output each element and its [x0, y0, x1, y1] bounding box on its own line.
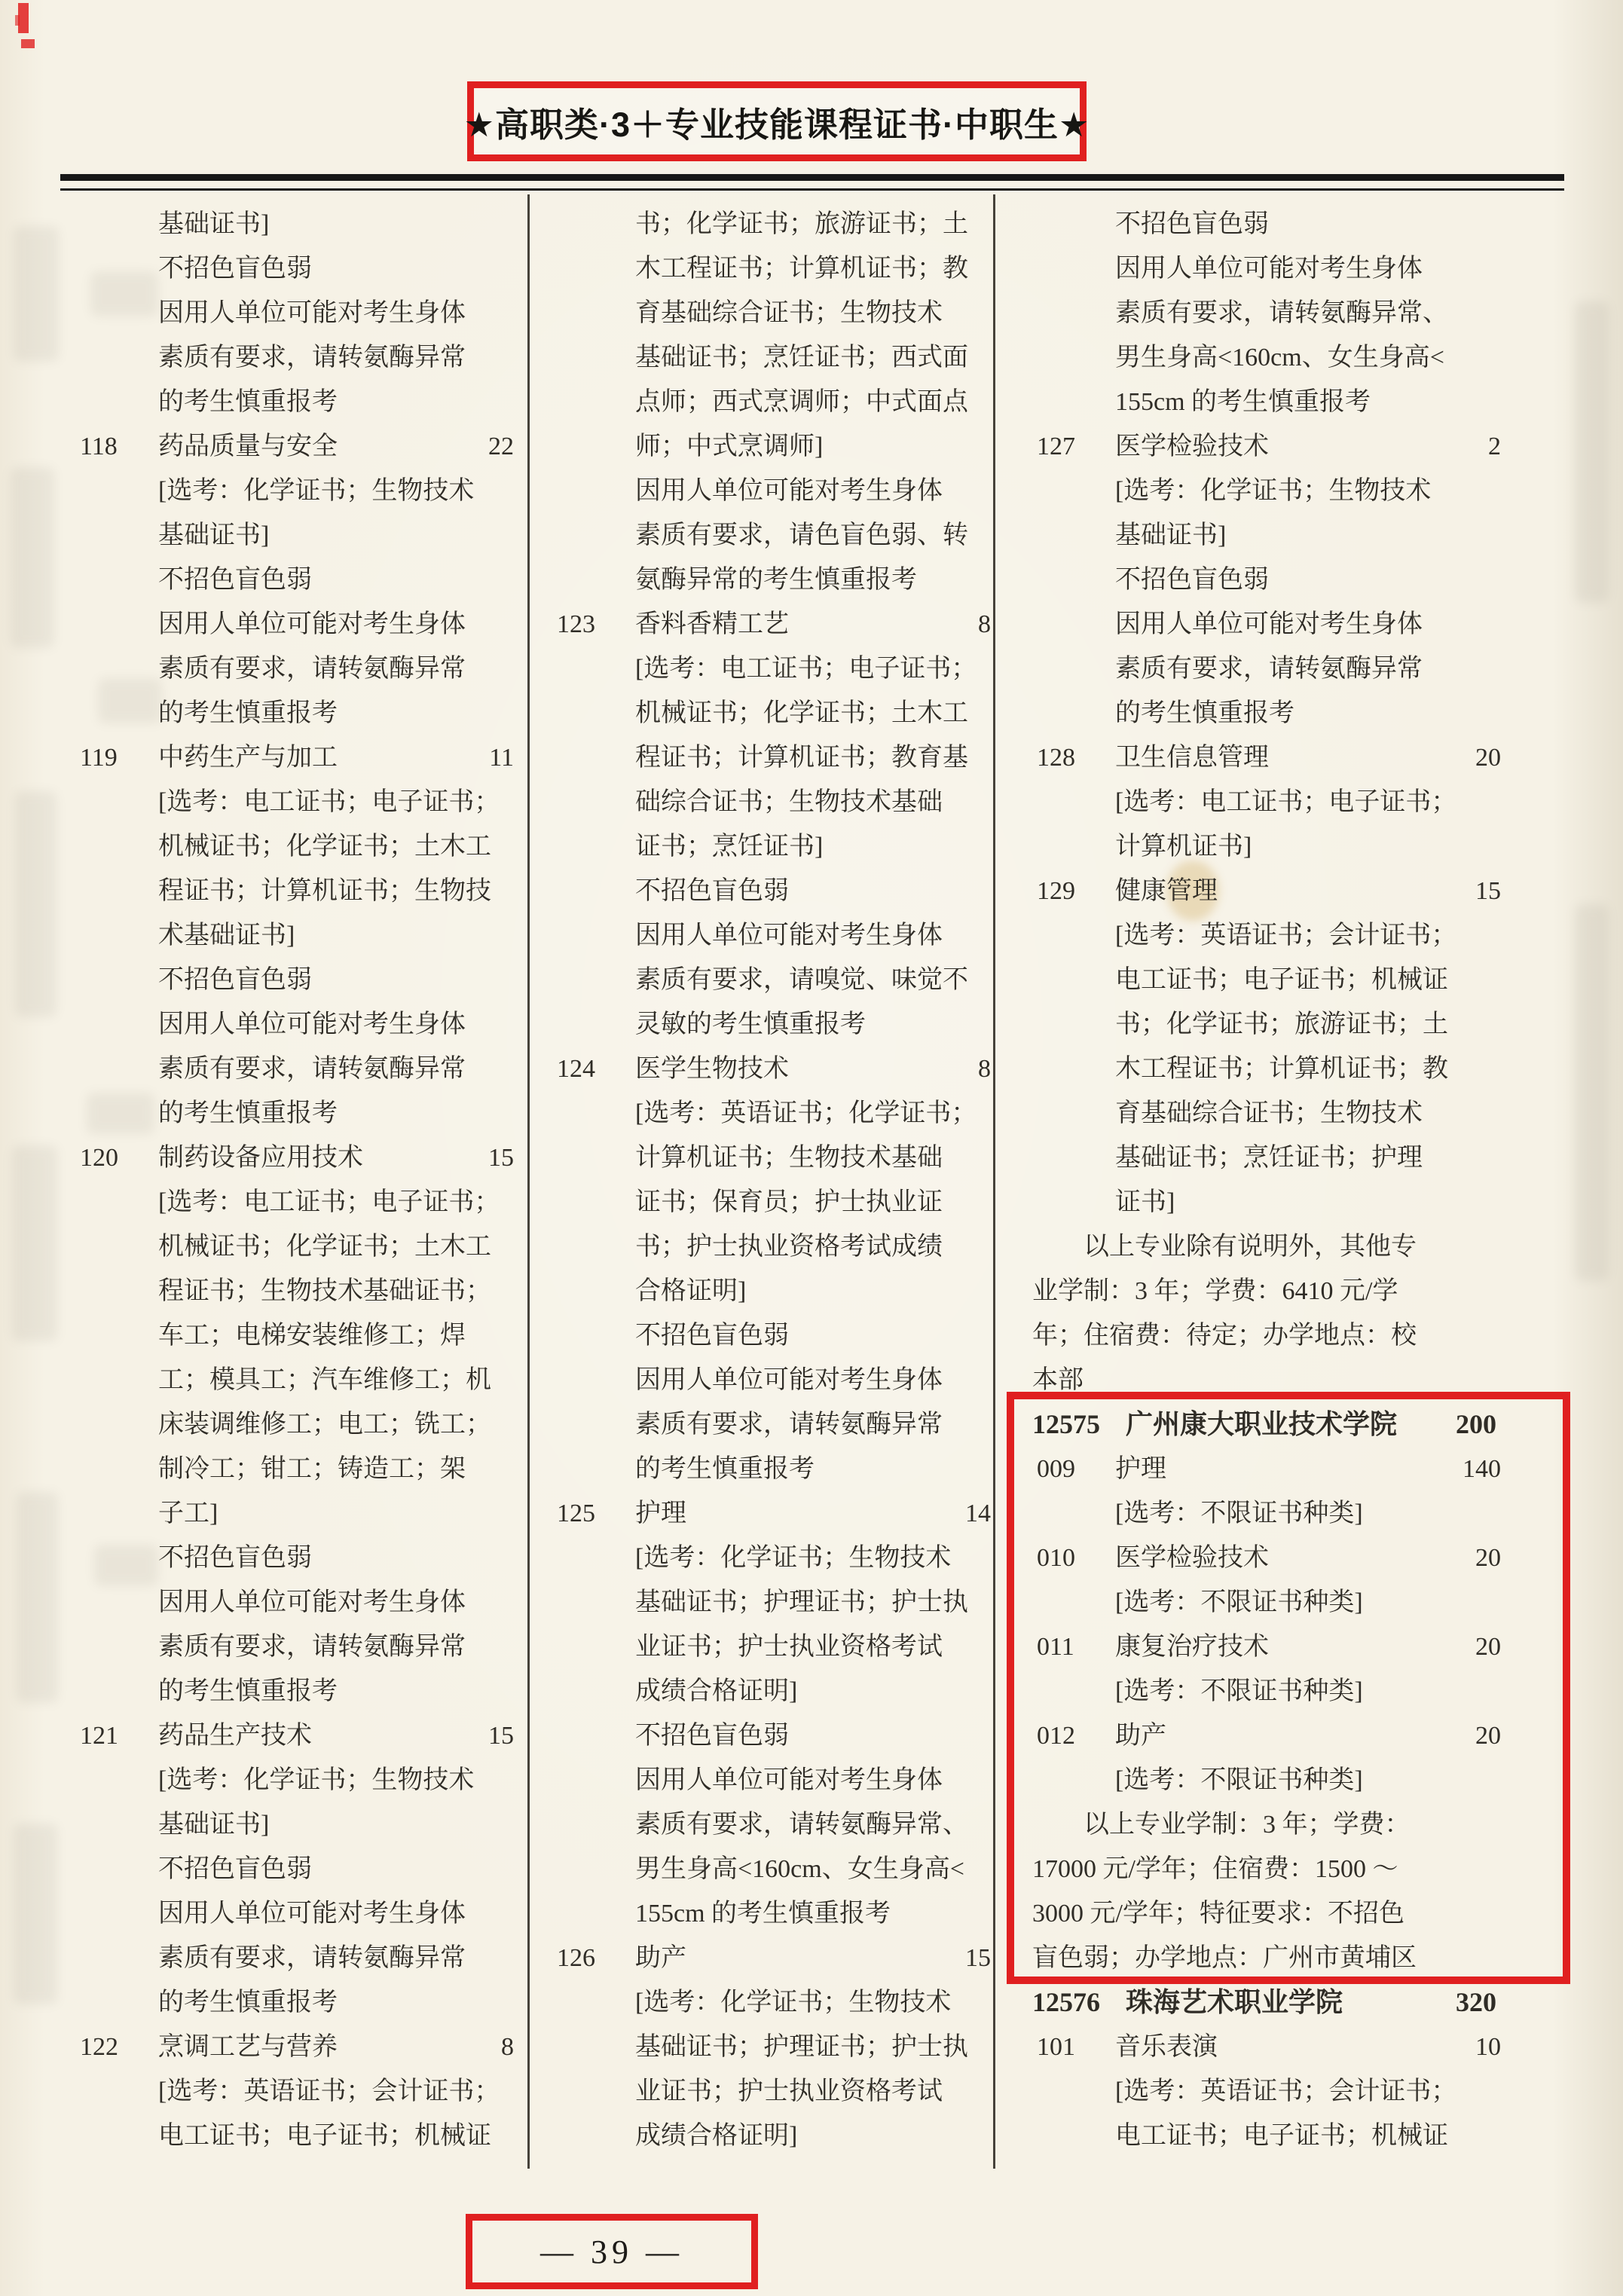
text-line: 氨酶异常的考生慎重报考: [635, 566, 917, 594]
row-title: 助产: [1115, 1722, 1166, 1750]
text-line: 男生身高<160cm、女生身高<: [635, 1855, 964, 1883]
row-title: 卫生信息管理: [1115, 744, 1269, 772]
text-line: 155cm 的考生慎重报考: [1115, 388, 1371, 416]
row-count: 14: [965, 1500, 991, 1527]
text-line: 育基础综合证书；生物技术: [635, 299, 943, 327]
row-code: 119: [80, 744, 118, 772]
text-line: 合格证明]: [635, 1277, 747, 1305]
bleedthrough-artifact: [1575, 904, 1609, 1281]
text-line: 程证书；计算机证书；教育基: [635, 744, 968, 772]
text-line: 以上专业学制：3 年；学费：: [1084, 1811, 1411, 1839]
row-count: 10: [1475, 2033, 1501, 2061]
header-banner-box: [463, 81, 1090, 161]
text-line: 书；化学证书；旅游证书；土: [1115, 1010, 1448, 1038]
institution-row: [1032, 1402, 1514, 1447]
text-line: 制冷工；钳工；铸造工；架: [158, 1455, 466, 1483]
text-line: [选考：不限证书种类]: [1115, 1677, 1363, 1705]
row-title: 医学检验技术: [1115, 433, 1269, 460]
text-line: 成绩合格证明]: [635, 1677, 798, 1705]
row-code: 010: [1037, 1544, 1075, 1572]
header-rule-thin: [60, 188, 1564, 191]
row-count: 8: [978, 1055, 991, 1083]
text-line: 育基础综合证书；生物技术: [1115, 1099, 1423, 1127]
text-line: 素质有要求，请转氨酶异常: [158, 1055, 466, 1083]
text-line: 基础证书]: [1115, 521, 1227, 549]
text-line: 本部: [1032, 1366, 1084, 1394]
text-column-2: [552, 202, 1004, 2158]
header-rule-thick: [60, 174, 1564, 181]
text-line: 电工证书；电子证书；机械证: [1115, 966, 1448, 994]
row-title: 护理: [635, 1500, 686, 1527]
text-line: [选考：化学证书；生物技术: [158, 1766, 475, 1794]
row-count: 15: [1475, 877, 1501, 905]
text-line: 木工程证书；计算机证书；教: [635, 255, 968, 283]
text-line: 业证书；护士执业资格考试: [635, 1633, 943, 1661]
program-row: [75, 2025, 527, 2069]
row-code: 122: [80, 2033, 118, 2061]
row-code: 012: [1037, 1722, 1075, 1750]
institution-row: [1032, 1980, 1514, 2025]
program-row: [552, 1491, 1004, 1536]
text-line: 电工证书；电子证书；机械证: [158, 2122, 491, 2150]
text-line: 成绩合格证明]: [635, 2122, 798, 2150]
text-line: [选考：不限证书种类]: [1115, 1500, 1363, 1527]
row-count: 20: [1475, 744, 1501, 772]
text-line: [选考：化学证书；生物技术: [1115, 477, 1432, 505]
text-line: 的考生慎重报考: [158, 1099, 338, 1127]
row-count: 11: [489, 744, 514, 772]
text-line: 155cm 的考生慎重报考: [635, 1900, 891, 1928]
text-line: 基础证书]: [158, 521, 270, 549]
program-row: [552, 1936, 1004, 1980]
row-code: 121: [80, 1722, 118, 1750]
text-line: 基础证书；烹饪证书；护理: [1115, 1144, 1423, 1172]
text-line: 电工证书；电子证书；机械证: [1115, 2122, 1448, 2150]
text-line: 不招色盲色弱: [635, 1722, 789, 1750]
text-line: 因用人单位可能对考生身体: [158, 1900, 466, 1928]
row-title: 珠海艺术职业学院: [1126, 1987, 1343, 2017]
text-line: 不招色盲色弱: [1115, 210, 1269, 238]
text-line: [选考：化学证书；生物技术: [635, 1989, 952, 2016]
row-title: 广州康大职业技术学院: [1126, 1409, 1398, 1439]
row-code: 123: [557, 610, 595, 638]
text-line: 机械证书；化学证书；土木工: [158, 1233, 491, 1261]
program-row: [75, 735, 527, 780]
row-code: 011: [1037, 1633, 1074, 1661]
bleedthrough-artifact: [14, 226, 59, 362]
row-count: 8: [978, 610, 991, 638]
text-line: 木工程证书；计算机证书；教: [1115, 1055, 1448, 1083]
program-row: [1032, 869, 1514, 913]
row-count: 15: [488, 1144, 514, 1172]
text-line: 素质有要求，请色盲色弱、转: [635, 521, 968, 549]
text-line: 基础证书；烹饪证书；西式面: [635, 344, 968, 371]
text-line: 床装调维修工；电工；铣工；: [158, 1411, 491, 1438]
text-line: 因用人单位可能对考生身体: [1115, 610, 1423, 638]
text-line: 因用人单位可能对考生身体: [635, 477, 943, 505]
row-code: 126: [557, 1944, 595, 1972]
text-line: 以上专业除有说明外，其他专: [1084, 1233, 1417, 1261]
text-line: 素质有要求，请转氨酶异常: [158, 344, 466, 371]
text-line: [选考：化学证书；生物技术: [158, 477, 475, 505]
text-line: 计算机证书]: [1115, 833, 1252, 861]
program-row: [1032, 1625, 1514, 1669]
text-line: 师；中式烹调师]: [635, 433, 824, 460]
row-count: 20: [1475, 1544, 1501, 1572]
text-line: 素质有要求，请转氨酶异常: [635, 1411, 943, 1438]
text-line: 的考生慎重报考: [1115, 699, 1294, 727]
text-line: 工；模具工；汽车维修工；机: [158, 1366, 491, 1394]
page-number: — 39 —: [540, 2233, 683, 2270]
text-line: 不招色盲色弱: [635, 1322, 789, 1350]
text-line: 子工]: [158, 1500, 219, 1527]
text-line: 基础证书]: [158, 210, 270, 238]
bleedthrough-artifact: [14, 1824, 57, 2004]
text-line: 证书；烹饪证书]: [635, 833, 824, 861]
program-row: [1032, 1447, 1514, 1491]
text-line: 年；住宿费：待定；办学地点：校: [1032, 1322, 1417, 1350]
text-line: 术基础证书]: [158, 922, 295, 949]
text-line: 因用人单位可能对考生身体: [635, 922, 943, 949]
text-line: 素质有要求，请转氨酶异常: [158, 655, 466, 683]
row-code: 12575: [1032, 1409, 1100, 1439]
text-line: 不招色盲色弱: [158, 566, 312, 594]
text-line: 的考生慎重报考: [158, 699, 338, 727]
row-code: 129: [1037, 877, 1075, 905]
text-line: 因用人单位可能对考生身体: [158, 610, 466, 638]
scan-red-mark: [15, 15, 20, 26]
text-line: 素质有要求，请转氨酶异常: [158, 1944, 466, 1972]
row-code: 101: [1037, 2033, 1075, 2061]
bleedthrough-artifact: [1575, 301, 1609, 603]
text-line: [选考：英语证书；化学证书；: [635, 1099, 977, 1127]
row-code: 125: [557, 1500, 595, 1527]
text-line: 业证书；护士执业资格考试: [635, 2077, 943, 2105]
row-title: 音乐表演: [1115, 2033, 1218, 2061]
text-line: 点师；西式烹调师；中式面点: [635, 388, 968, 416]
row-count: 20: [1475, 1633, 1501, 1661]
row-code: 127: [1037, 433, 1075, 460]
row-count: 15: [488, 1722, 514, 1750]
row-code: 124: [557, 1055, 595, 1083]
row-title: 护理: [1115, 1455, 1166, 1483]
row-count: 140: [1463, 1455, 1501, 1483]
row-title: 中药生产与加工: [158, 744, 338, 772]
text-line: [选考：不限证书种类]: [1115, 1766, 1363, 1794]
text-line: 素质有要求，请转氨酶异常: [1115, 655, 1423, 683]
bleedthrough-artifact: [17, 1492, 58, 1703]
row-title: 药品质量与安全: [158, 433, 338, 460]
row-code: 120: [80, 1144, 118, 1172]
bleedthrough-artifact: [15, 791, 57, 1017]
text-line: [选考：英语证书；会计证书；: [1115, 2077, 1457, 2105]
text-line: 男生身高<160cm、女生身高<: [1115, 344, 1444, 371]
row-count: 2: [1488, 433, 1501, 460]
text-line: 基础证书；护理证书；护士执: [635, 2033, 968, 2061]
text-line: [选考：电工证书；电子证书；: [635, 655, 977, 683]
text-line: 素质有要求，请嗅觉、味觉不: [635, 966, 968, 994]
page-title: ★高职类·3＋专业技能课程证书·中职生★: [463, 105, 1090, 144]
text-line: 机械证书；化学证书；土木工: [158, 833, 491, 861]
row-title: 烹调工艺与营养: [158, 2033, 338, 2061]
text-line: 盲色弱；办学地点：广州市黄埔区: [1032, 1944, 1417, 1972]
row-count: 320: [1456, 1987, 1496, 2017]
text-line: 因用人单位可能对考生身体: [158, 1010, 466, 1038]
scan-red-mark: [21, 39, 35, 48]
text-line: 的考生慎重报考: [635, 1455, 815, 1483]
scan-red-mark: [18, 3, 29, 33]
column-divider: [527, 194, 530, 2169]
text-line: 素质有要求，请转氨酶异常、: [1115, 299, 1448, 327]
text-line: 不招色盲色弱: [158, 255, 312, 283]
text-column-1: [75, 202, 527, 2158]
row-count: 22: [488, 433, 514, 460]
text-line: 程证书；计算机证书；生物技: [158, 877, 491, 905]
text-line: 书；化学证书；旅游证书；土: [635, 210, 968, 238]
row-title: 助产: [635, 1944, 686, 1972]
row-title: 香料香精工艺: [635, 610, 789, 638]
program-row: [75, 1714, 527, 1758]
row-title: 医学检验技术: [1115, 1544, 1269, 1572]
text-line: 不招色盲色弱: [1115, 566, 1269, 594]
text-line: [选考：化学证书；生物技术: [635, 1544, 952, 1572]
text-line: 因用人单位可能对考生身体: [635, 1766, 943, 1794]
bleedthrough-artifact: [11, 467, 54, 648]
text-line: 基础证书]: [158, 1811, 270, 1839]
text-line: 因用人单位可能对考生身体: [1115, 255, 1423, 283]
text-line: [选考：英语证书；会计证书；: [158, 2077, 500, 2105]
text-line: 不招色盲色弱: [158, 966, 312, 994]
text-column-3: [1032, 202, 1514, 2158]
program-row: [552, 1047, 1004, 1091]
row-count: 8: [501, 2033, 514, 2061]
row-code: 009: [1037, 1455, 1075, 1483]
text-line: 因用人单位可能对考生身体: [158, 299, 466, 327]
program-row: [75, 424, 527, 469]
text-line: 机械证书；化学证书；土木工: [635, 699, 968, 727]
text-line: 因用人单位可能对考生身体: [635, 1366, 943, 1394]
text-line: [选考：不限证书种类]: [1115, 1588, 1363, 1616]
text-line: [选考：电工证书；电子证书；: [158, 788, 500, 816]
row-code: 12576: [1032, 1987, 1100, 2017]
row-title: 康复治疗技术: [1115, 1633, 1269, 1661]
bleedthrough-artifact: [12, 1145, 57, 1341]
text-line: 的考生慎重报考: [158, 388, 338, 416]
text-line: 不招色盲色弱: [158, 1544, 312, 1572]
program-row: [1032, 1714, 1514, 1758]
program-row: [1032, 735, 1514, 780]
row-title: 健康管理: [1115, 877, 1218, 905]
program-row: [1032, 2025, 1514, 2069]
row-count: 20: [1475, 1722, 1501, 1750]
program-row: [552, 602, 1004, 647]
page-number-box: [466, 2214, 758, 2289]
row-title: 药品生产技术: [158, 1722, 312, 1750]
row-code: 128: [1037, 744, 1075, 772]
text-line: 灵敏的考生慎重报考: [635, 1010, 866, 1038]
text-line: 素质有要求，请转氨酶异常: [158, 1633, 466, 1661]
text-line: 车工；电梯安装维修工；焊: [158, 1322, 466, 1350]
text-line: [选考：电工证书；电子证书；: [1115, 788, 1457, 816]
row-count: 15: [965, 1944, 991, 1972]
text-line: 计算机证书；生物技术基础: [635, 1144, 943, 1172]
row-count: 200: [1456, 1409, 1496, 1439]
text-line: 素质有要求，请转氨酶异常、: [635, 1811, 968, 1839]
text-line: 证书；保育员；护士执业证: [635, 1188, 943, 1216]
text-line: 不招色盲色弱: [635, 877, 789, 905]
program-row: [1032, 424, 1514, 469]
program-row: [75, 1136, 527, 1180]
text-line: 3000 元/学年；特征要求：不招色: [1032, 1900, 1404, 1928]
text-line: 的考生慎重报考: [158, 1677, 338, 1705]
text-line: [选考：英语证书；会计证书；: [1115, 922, 1457, 949]
row-title: 制药设备应用技术: [158, 1144, 363, 1172]
text-line: 业学制：3 年；学费：6410 元/学: [1032, 1277, 1398, 1305]
text-line: 基础证书；护理证书；护士执: [635, 1588, 968, 1616]
text-line: 不招色盲色弱: [158, 1855, 312, 1883]
row-code: 118: [80, 433, 118, 460]
text-line: 17000 元/学年；住宿费：1500 ～: [1032, 1855, 1398, 1883]
text-line: 证书]: [1115, 1188, 1175, 1216]
row-title: 医学生物技术: [635, 1055, 789, 1083]
text-line: 的考生慎重报考: [158, 1989, 338, 2016]
program-row: [1032, 1536, 1514, 1580]
text-line: 础综合证书；生物技术基础: [635, 788, 943, 816]
text-line: 书；护士执业资格考试成绩: [635, 1233, 943, 1261]
text-line: 因用人单位可能对考生身体: [158, 1588, 466, 1616]
text-line: [选考：电工证书；电子证书；: [158, 1188, 500, 1216]
text-line: 程证书；生物技术基础证书；: [158, 1277, 491, 1305]
